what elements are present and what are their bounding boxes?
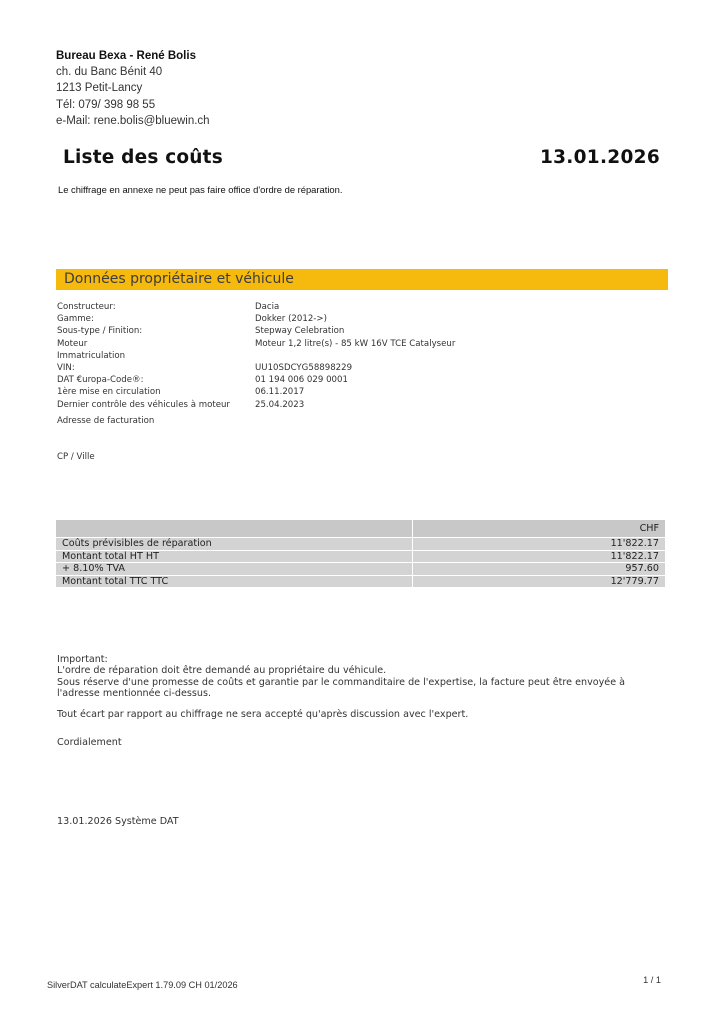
vehicle-label: DAT €uropa-Code®: <box>57 375 144 386</box>
notes-line-3: l'adresse mentionnée ci-dessus. <box>57 688 212 700</box>
postal-city-label: CP / Ville <box>57 452 95 462</box>
vehicle-row-vin <box>57 362 455 374</box>
document-date: 13.01.2026 <box>539 147 660 168</box>
vehicle-value: 25.04.2023 <box>255 399 305 410</box>
vehicle-row-first-registration <box>57 386 455 398</box>
vehicle-value: Dokker (2012->) <box>255 314 327 325</box>
vehicle-row-manufacturer <box>57 301 455 313</box>
vehicle-label: 1ère mise en circulation <box>57 387 161 398</box>
disclaimer-text: Le chiffrage en annexe ne peut pas faire office d'ordre de réparation. <box>58 184 343 195</box>
footer-software-version: SilverDAT calculateExpert 1.79.09 CH 01/2026 <box>47 980 238 990</box>
cost-value: 12'779.77 <box>610 575 659 587</box>
cost-label: + 8.10% TVA <box>56 563 413 575</box>
vehicle-label: Constructeur: <box>57 302 116 312</box>
billing-address-label: Adresse de facturation <box>57 416 155 426</box>
cost-label: Coûts prévisibles de réparation <box>56 538 413 550</box>
cost-row-total-incl-vat <box>56 575 665 588</box>
notes-closing: Cordialement <box>57 737 122 749</box>
vehicle-value: Dacia <box>255 302 280 312</box>
sender-city: 1213 Petit-Lancy <box>56 82 143 95</box>
sender-name: Bureau Bexa - René Bolis <box>56 50 196 62</box>
vehicle-row-range <box>57 313 455 325</box>
cost-label: Montant total HT HT <box>56 551 413 563</box>
vehicle-label: VIN: <box>57 362 75 373</box>
section-title: Données propriétaire et véhicule <box>64 271 294 287</box>
vehicle-label: Immatriculation <box>57 350 126 361</box>
cost-value: 11'822.17 <box>610 538 659 549</box>
notes-line-1: L'ordre de réparation doit être demandé au propriétaire du véhicule. <box>57 665 387 677</box>
vehicle-value: 01 194 006 029 0001 <box>255 375 348 386</box>
vehicle-value: UU10SDCYG58898229 <box>255 362 353 373</box>
cost-summary-table <box>56 520 665 587</box>
document-title: Liste des coûts <box>63 147 223 168</box>
sender-phone: Tél: 079/ 398 98 55 <box>56 98 156 111</box>
vehicle-label: Dernier contrôle des véhicules à moteur <box>57 399 230 410</box>
vehicle-label: Gamme: <box>57 314 94 325</box>
cost-row-vat <box>56 562 665 575</box>
cost-value: 11'822.17 <box>610 550 659 562</box>
notes-block <box>57 654 657 748</box>
footer-page-number: 1 / 1 <box>643 975 661 985</box>
vehicle-value: Moteur 1,2 litre(s) - 85 kW 16V TCE Catalyseur <box>255 338 456 349</box>
vehicle-row-subtype <box>57 325 455 337</box>
vehicle-row-engine <box>57 338 455 350</box>
cost-row-repair-costs <box>56 537 665 550</box>
cost-row-total-excl-vat <box>56 550 665 563</box>
vehicle-row-registration <box>57 350 455 362</box>
vehicle-row-dat-code <box>57 374 455 386</box>
notes-line-4: Tout écart par rapport au chiffrage ne sera accepté qu'après discussion avec l'expert. <box>57 708 469 720</box>
cost-label: Montant total TTC TTC <box>56 576 413 588</box>
sender-address-block <box>56 48 210 129</box>
cost-value: 957.60 <box>625 563 659 575</box>
signoff-date-system: 13.01.2026 Système DAT <box>57 816 179 827</box>
sender-street: ch. du Banc Bénit 40 <box>56 66 163 79</box>
sender-email: e-Mail: rene.bolis@bluewin.ch <box>56 114 210 127</box>
vehicle-details <box>57 301 455 411</box>
notes-line-2: Sous réserve d'une promesse de coûts et garantie par le commanditaire de l'expertise, la facture peut être envoyée à <box>57 676 626 688</box>
vehicle-label: Sous-type / Finition: <box>57 326 143 337</box>
currency-header: CHF <box>639 523 659 534</box>
vehicle-value: 06.11.2017 <box>255 387 305 398</box>
vehicle-row-last-inspection <box>57 399 455 411</box>
notes-important-heading: Important: <box>57 654 108 665</box>
vehicle-label: Moteur <box>57 338 88 349</box>
cost-header-label-cell <box>56 520 413 537</box>
section-header-owner-vehicle <box>56 269 668 290</box>
cost-table-header <box>56 520 665 537</box>
vehicle-value: Stepway Celebration <box>255 326 345 337</box>
